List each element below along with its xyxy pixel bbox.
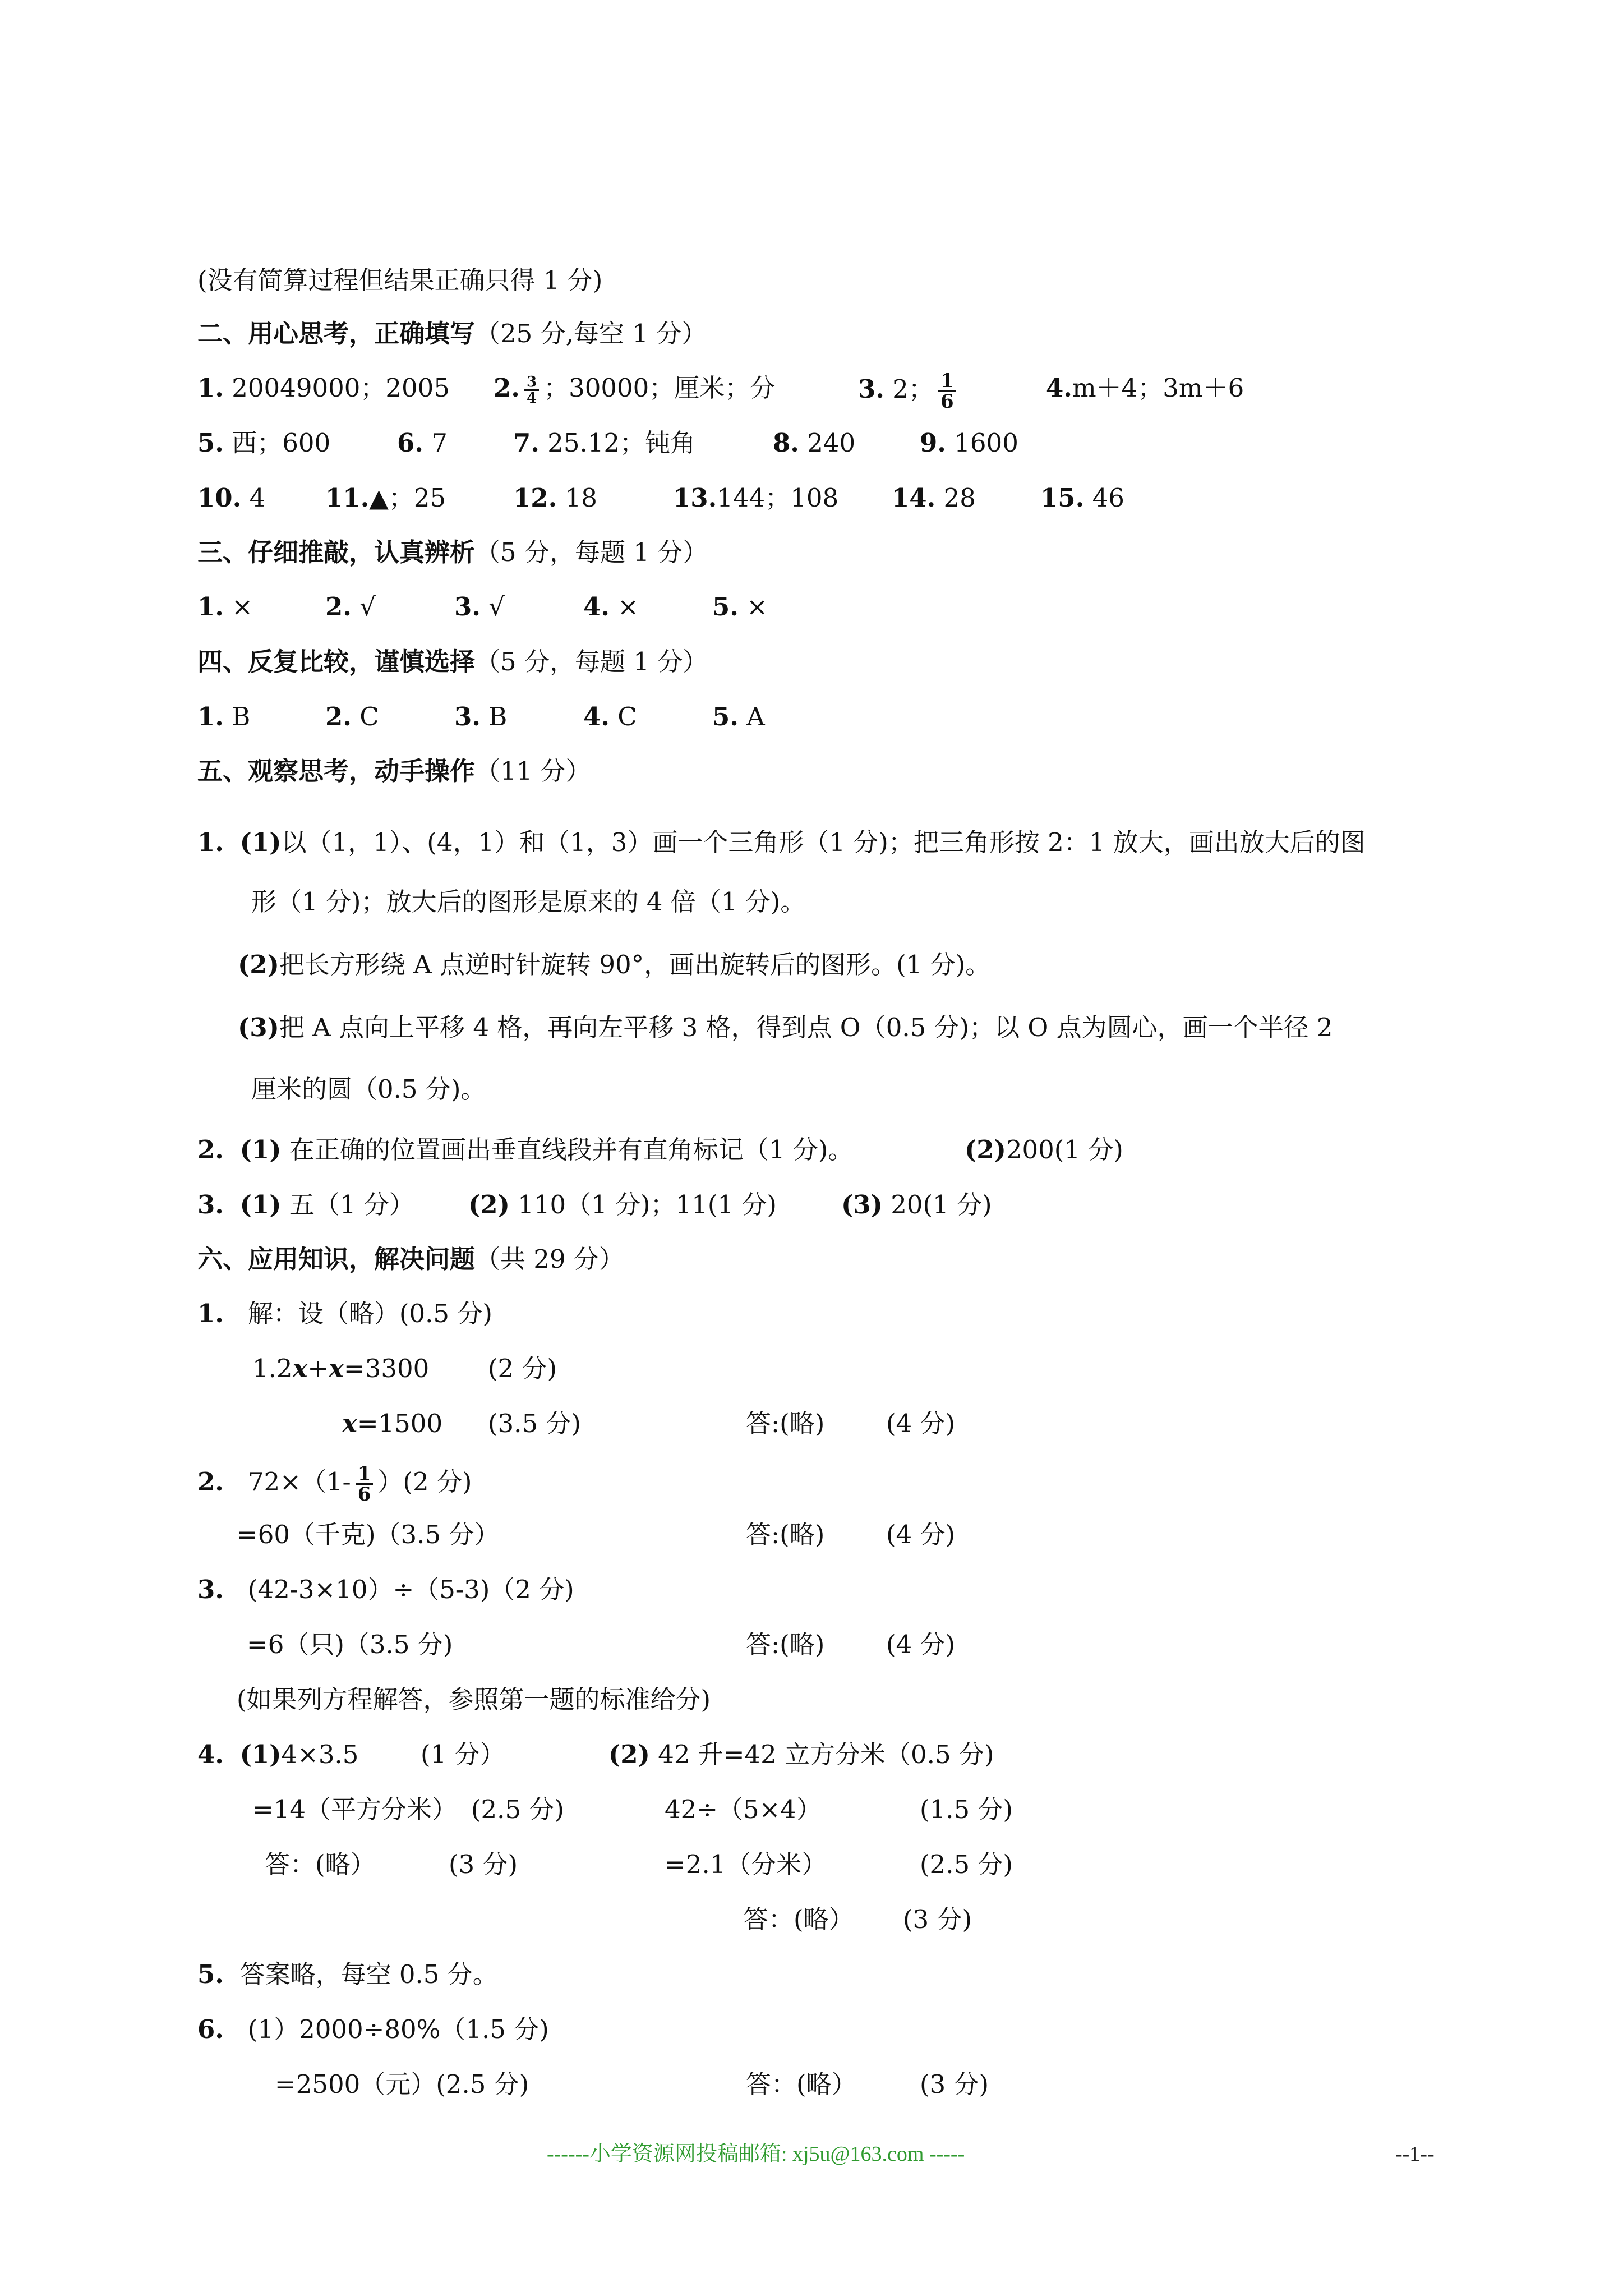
s5-q1-part2: (2)把长方形绕 A 点逆时针旋转 90°，画出旋转后的图形。(1 分)。 [238, 950, 991, 979]
s6-q4-part2-line1: (2) 42 升=42 立方分米（0.5 分) [608, 1740, 994, 1769]
answer: 20049000；2005 [232, 373, 450, 403]
s6-q5: 5. 答案略，每空 0.5 分。 [197, 1959, 498, 1989]
triangle-symbol: ▲ [369, 483, 389, 513]
s4-a5: 5. A [712, 702, 765, 731]
s6-q3-answer: 答:(略) [746, 1630, 825, 1659]
section-6-heading: 六、应用知识，解决问题 [197, 1244, 476, 1274]
s6-q3-note: (如果列方程解答，参照第一题的标准给分) [237, 1685, 711, 1714]
section-6-points: （共 29 分） [475, 1244, 624, 1274]
s6-q4-part2-answer-points: (3 分) [903, 1904, 972, 1934]
top-note: (没有简算过程但结果正确只得 1 分) [197, 265, 603, 295]
answer: m＋4；3m＋6 [1072, 373, 1244, 403]
s6-q3-answer-points: (4 分) [886, 1630, 956, 1659]
s6-q1-answer-points: (4 分) [886, 1409, 956, 1438]
s2-q9: 9. 1600 [920, 428, 1018, 458]
s2-q15: 15. 46 [1040, 483, 1124, 513]
s6-q2-answer: 答:(略) [746, 1520, 825, 1549]
question-number: 2. [494, 373, 520, 403]
s6-q2-line2: =60（千克)（3.5 分） [237, 1520, 500, 1549]
s6-q4-part1-answer: 答：(略） [265, 1849, 376, 1879]
s2-q10: 10. 4 [197, 483, 266, 513]
s6-q3-line2: =6（只)（3.5 分) [247, 1630, 453, 1659]
s2-q4 [1046, 371, 1244, 405]
section-2-title [197, 317, 707, 351]
s5-q2-part1: 2. (1) 在正确的位置画出垂直线段并有直角标记（1 分)。 [197, 1135, 854, 1165]
s4-a4: 4. C [583, 702, 637, 731]
s3-a3: 3. √ [454, 592, 505, 622]
s2-q7: 7. 25.12；钝角 [513, 428, 696, 458]
section-6-title [197, 1243, 624, 1276]
section-5-title [197, 754, 591, 788]
answer: 2； [892, 374, 934, 404]
s2-q3 [858, 371, 961, 411]
answer: ；30000；厘米；分 [543, 373, 776, 403]
footer-note: ------小学资源网投稿邮箱: xj5u@163.com ----- [547, 2142, 965, 2166]
section-4-title [197, 645, 708, 679]
s2-q6: 6. 7 [397, 428, 448, 458]
s6-q1-line2-points: (2 分) [488, 1354, 557, 1383]
s6-q3-line1: 3. (42-3×10）÷（5-3)（2 分) [197, 1575, 574, 1604]
s5-q2-part2: (2)200(1 分) [965, 1135, 1123, 1165]
question-number: 1. [197, 373, 224, 403]
s6-q2-line1: 2. 72×（1- $\frac{1}{6}$ ）(2 分) [197, 1462, 472, 1506]
fraction-1-6: $\frac{1}{6}$ [356, 1464, 374, 1504]
s6-q1-answer: 答:(略) [746, 1409, 825, 1438]
s6-q4-part2-line3-points: (2.5 分) [920, 1849, 1013, 1879]
section-4-points: （5 分，每题 1 分） [475, 647, 708, 677]
s2-q5: 5. 西；600 [197, 428, 331, 458]
s6-q4-part1-line1-points: (1 分） [421, 1740, 505, 1769]
s5-q3-part3: (3) 20(1 分) [841, 1190, 992, 1220]
section-3-points: （5 分，每题 1 分） [475, 537, 708, 567]
fraction-1-6: $\frac{1}{6}$ [938, 371, 956, 411]
page-number: --1-- [1395, 2142, 1435, 2166]
s2-q1 [197, 371, 450, 405]
section-5-points: （11 分） [475, 756, 591, 786]
s6-q6-answer-points: (3 分) [920, 2069, 989, 2099]
s6-q4-part1-line2: =14（平方分米） [252, 1795, 457, 1824]
s2-q8: 8. 240 [773, 428, 856, 458]
fraction-3-4: $\frac{3}{4}$ [524, 375, 539, 406]
s4-a3: 3. B [454, 702, 508, 731]
s6-q4-part2-line2-points: (1.5 分) [920, 1795, 1013, 1824]
s6-q6-line2: =2500（元）(2.5 分) [275, 2069, 529, 2099]
s5-q1-part1-line1: 1. (1)以（1，1）、(4，1）和（1，3）画一个三角形（1 分)；把三角形按 2：1 放大，画出放大后的图 [197, 827, 1366, 857]
s6-q1-line1: 1. 解：设（略）(0.5 分) [197, 1299, 492, 1328]
s2-q13: 13.144；108 [673, 483, 839, 513]
section-3-heading: 三、仔细推敲，认真辨析 [197, 537, 476, 567]
s3-a2: 2. √ [325, 592, 376, 622]
s2-q12: 12. 18 [513, 483, 597, 513]
s6-q6-answer: 答：(略） [746, 2069, 857, 2099]
s3-a1: 1. × [197, 592, 253, 622]
s2-q11: 11.▲；25 [325, 483, 446, 513]
s5-q1-part1-line2: 形（1 分)；放大后的图形是原来的 4 倍（1 分)。 [251, 887, 806, 917]
section-2-heading: 二、用心思考，正确填写 [197, 319, 476, 348]
s6-q4-part2-line2: 42÷（5×4） [665, 1795, 822, 1824]
s6-q1-line2: 1.2x+x=3300 [252, 1354, 430, 1383]
section-3-title [197, 536, 708, 569]
s6-q4-part1-line2-points: (2.5 分) [471, 1795, 564, 1824]
s4-a1: 1. B [197, 702, 251, 731]
s6-q4-part2-answer: 答：(略） [743, 1904, 854, 1934]
s6-q6-line1: 6. (1）2000÷80%（1.5 分) [197, 2014, 549, 2044]
s4-a2: 2. C [325, 702, 379, 731]
section-2-points: （25 分,每空 1 分） [475, 319, 707, 348]
s6-q1-line3: x=1500 [342, 1409, 443, 1438]
s3-a5: 5. × [712, 592, 768, 622]
section-4-heading: 四、反复比较，谨慎选择 [197, 647, 476, 677]
s2-q14: 14. 28 [892, 483, 976, 513]
s3-a4: 4. × [583, 592, 639, 622]
s5-q3-part2: (2) 110（1 分)；11(1 分) [468, 1190, 777, 1220]
section-5-heading: 五、观察思考，动手操作 [197, 756, 476, 786]
s5-q1-part3-line1: (3)把 A 点向上平移 4 格，再向左平移 3 格，得到点 O（0.5 分)；以 O 点为圆心，画一个半径 2 [238, 1013, 1333, 1042]
s6-q4-part2-line3: =2.1（分米） [665, 1849, 827, 1879]
s5-q1-part3-line2: 厘米的圆（0.5 分)。 [251, 1074, 486, 1104]
s6-q2-answer-points: (4 分) [886, 1520, 956, 1549]
question-number: 4. [1046, 373, 1072, 403]
s6-q4-part1-answer-points: (3 分) [449, 1849, 518, 1879]
question-number: 3. [858, 374, 884, 404]
s6-q4-line1: 4. (1)4×3.5 [197, 1740, 359, 1769]
s6-q1-line3-points: (3.5 分) [488, 1409, 581, 1438]
s2-q2 [494, 371, 775, 406]
s5-q3-part1: 3. (1) 五（1 分） [197, 1190, 414, 1220]
